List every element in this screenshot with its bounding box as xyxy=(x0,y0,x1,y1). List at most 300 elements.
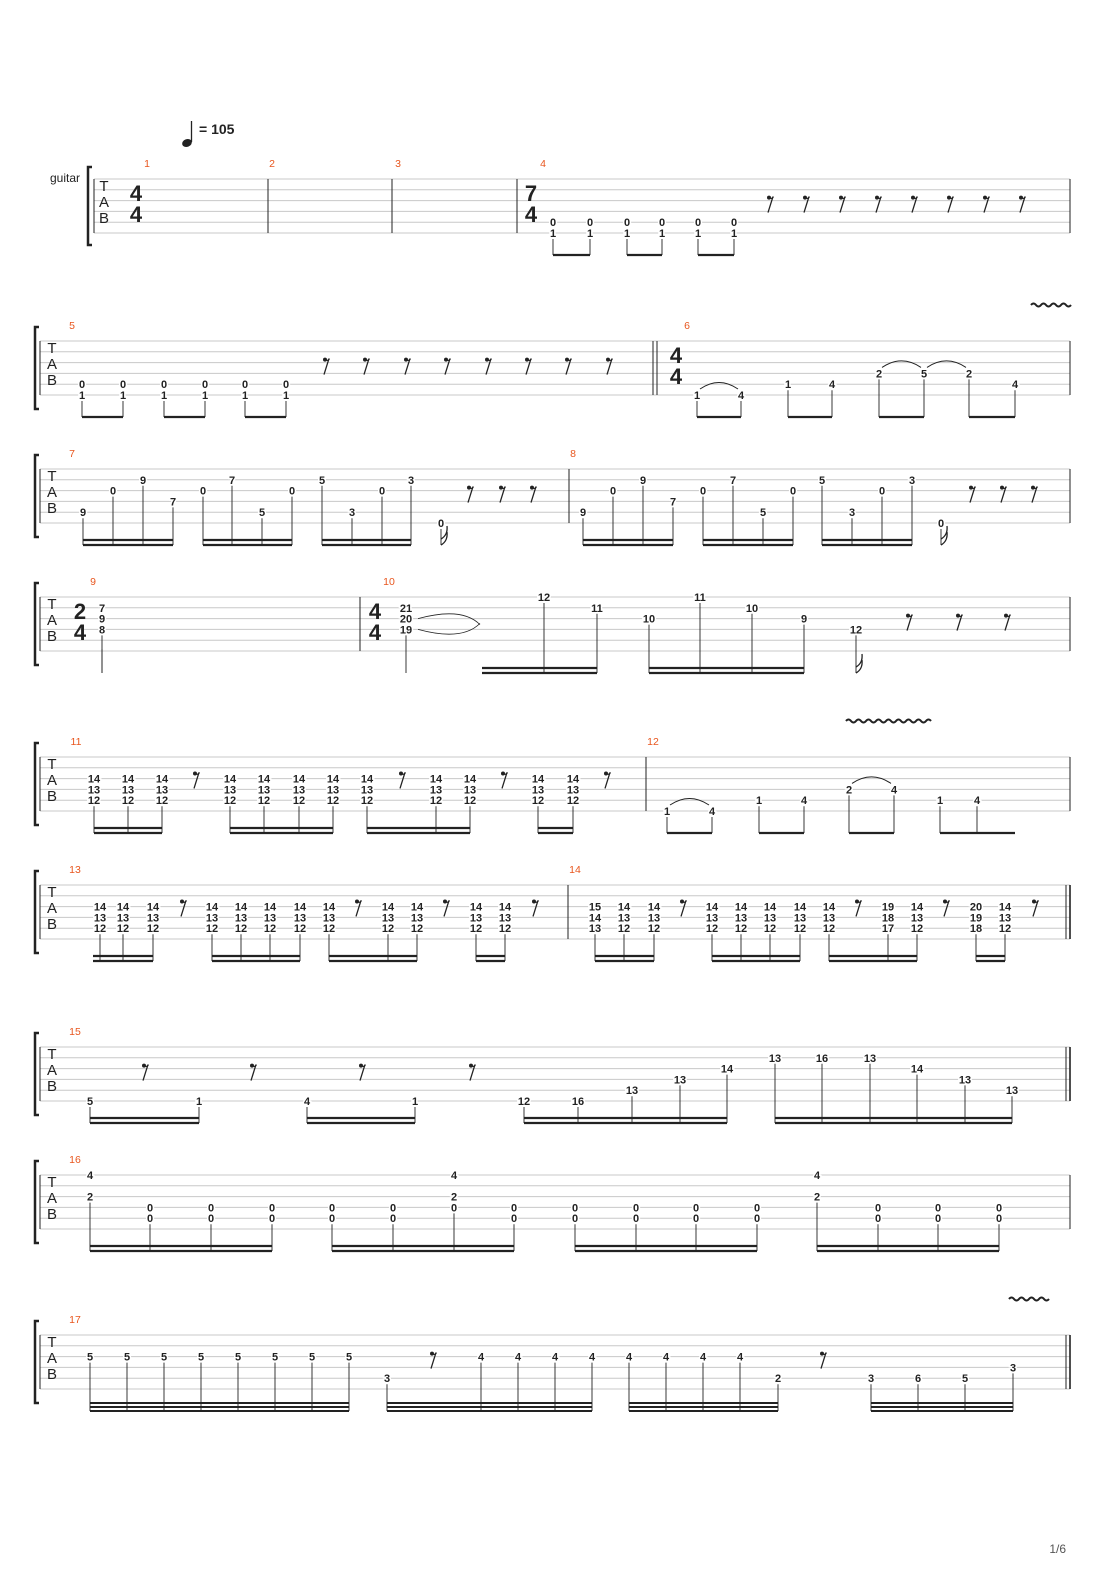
measure-13-fret: 14 xyxy=(205,901,219,914)
measure-13-fret: 14 xyxy=(263,901,277,914)
measure-14-fret: 13 xyxy=(705,912,719,925)
measure-16-fret: 0 xyxy=(146,1202,154,1215)
measure-9-fret: 7 xyxy=(98,602,106,615)
system-9-bracket xyxy=(35,1321,39,1403)
measure-16-fret: 0 xyxy=(207,1202,215,1215)
measure-7-fret: 7 xyxy=(169,496,177,509)
measure-14-fret: 12 xyxy=(734,923,748,936)
measure-13-fret: 12 xyxy=(293,923,307,936)
measure-4-fret: 0 xyxy=(623,217,631,230)
measure-11-fret: 14 xyxy=(87,773,101,786)
measure-7-number: 7 xyxy=(69,448,75,460)
measure-14-fret: 14 xyxy=(588,912,602,925)
measure-17-fret: 3 xyxy=(383,1373,391,1386)
measure-4-fret: 1 xyxy=(694,228,702,240)
measure-14-fret: 13 xyxy=(734,912,748,925)
measure-11-fret: 14 xyxy=(121,773,135,786)
measure-4-time-sig-top: 7 xyxy=(524,181,538,206)
measure-7-fret: 7 xyxy=(228,474,236,487)
measure-8-fret: 3 xyxy=(908,474,916,487)
measure-8-number: 8 xyxy=(570,448,576,460)
measure-11-fret: 12 xyxy=(155,795,169,808)
measure-5-fret: 0 xyxy=(201,379,209,392)
vibrato-marking xyxy=(846,720,931,723)
instrument-label: guitar xyxy=(50,171,81,185)
measure-6-tie xyxy=(700,383,738,390)
measure-13-fret: 12 xyxy=(469,923,483,936)
system-2-tab-letter: A xyxy=(46,356,58,373)
measure-11-number: 11 xyxy=(70,736,82,748)
measure-15-fret: 13 xyxy=(768,1052,782,1065)
system-3-tab-letter: B xyxy=(46,500,58,517)
system-2-tab-letter: B xyxy=(46,372,58,389)
measure-12-fret: 4 xyxy=(800,795,808,808)
measure-16-fret: 0 xyxy=(753,1202,761,1215)
measure-10-fret: 11 xyxy=(591,602,603,615)
measure-4-fret: 1 xyxy=(730,228,738,240)
measure-15-fret: 13 xyxy=(863,1052,877,1065)
measure-11-fret: 13 xyxy=(531,784,545,797)
measure-9-fret: 9 xyxy=(98,613,106,626)
measure-7-fret: 0 xyxy=(109,485,117,498)
measure-15-fret: 1 xyxy=(411,1096,419,1108)
measure-11-fret: 14 xyxy=(292,773,306,786)
measure-4-time-sig-bottom: 4 xyxy=(524,202,538,227)
measure-14-fret: 12 xyxy=(647,923,661,936)
measure-7-fret: 9 xyxy=(139,474,147,487)
measure-17-fret: 4 xyxy=(514,1351,522,1364)
measure-8-fret: 7 xyxy=(729,474,737,487)
measure-13-fret: 14 xyxy=(322,901,336,914)
measure-12-number: 12 xyxy=(647,736,659,748)
measure-14-fret: 13 xyxy=(763,912,777,925)
measure-8-fret: 0 xyxy=(789,485,797,498)
system-8-tab-letter: B xyxy=(46,1206,58,1223)
measure-14-fret: 14 xyxy=(998,901,1012,914)
system-5-bracket xyxy=(35,743,39,825)
measure-10-slide xyxy=(418,623,480,634)
measure-15-fret: 16 xyxy=(571,1096,585,1108)
measure-7-fret: 0 xyxy=(437,518,445,530)
measure-4-fret: 1 xyxy=(623,228,631,240)
measure-15-fret: 13 xyxy=(1005,1085,1019,1098)
measure-7-fret: 5 xyxy=(258,507,266,520)
measure-17-fret: 4 xyxy=(477,1351,485,1364)
measure-8-fret: 3 xyxy=(848,507,856,520)
measure-4-fret: 0 xyxy=(549,217,557,230)
measure-14-fret: 12 xyxy=(910,923,924,936)
measure-12-fret: 1 xyxy=(663,806,671,818)
measure-6-time-sig-bottom: 4 xyxy=(669,364,683,389)
measure-14-fret: 12 xyxy=(617,923,631,936)
system-8-tab-letter: T xyxy=(47,1174,57,1191)
measure-13-fret: 13 xyxy=(205,912,219,925)
measure-11-fret: 12 xyxy=(292,795,306,808)
measure-4-number: 4 xyxy=(540,158,546,170)
measure-16-fret: 0 xyxy=(632,1202,640,1215)
measure-15-fret: 1 xyxy=(195,1096,203,1108)
measure-12-fret: 1 xyxy=(755,795,763,808)
measure-4-fret: 0 xyxy=(730,217,738,230)
measure-16-fret: 4 xyxy=(86,1170,94,1182)
measure-13-fret: 14 xyxy=(93,901,107,914)
measure-6-tie xyxy=(882,361,921,368)
system-4-tab-letter: A xyxy=(46,612,58,629)
measure-13-fret: 14 xyxy=(469,901,483,914)
measure-15-fret: 16 xyxy=(815,1052,829,1065)
measure-4-fret: 0 xyxy=(658,217,666,230)
measure-16-fret: 0 xyxy=(934,1213,942,1226)
measure-8-fret: 0 xyxy=(609,485,617,498)
measure-14-fret: 19 xyxy=(881,901,895,914)
measure-16-fret: 0 xyxy=(268,1202,276,1215)
measure-16-fret: 0 xyxy=(268,1213,276,1226)
measure-15-fret: 13 xyxy=(673,1074,687,1087)
measure-14-fret: 19 xyxy=(969,912,983,925)
measure-14-fret: 13 xyxy=(793,912,807,925)
measure-5-fret: 1 xyxy=(78,390,86,402)
measure-13-fret: 12 xyxy=(381,923,395,936)
system-9-tab-letter: B xyxy=(46,1366,58,1383)
measure-6-fret: 4 xyxy=(828,379,836,392)
measure-11-fret: 13 xyxy=(429,784,443,797)
measure-5-fret: 1 xyxy=(160,390,168,402)
measure-5-fret: 0 xyxy=(282,379,290,392)
measure-12-fret: 4 xyxy=(708,806,716,818)
measure-13-fret: 13 xyxy=(322,912,336,925)
measure-14-fret: 18 xyxy=(969,923,983,936)
measure-16-number: 16 xyxy=(69,1154,81,1166)
measure-8-fret: 5 xyxy=(759,507,767,520)
measure-14-fret: 12 xyxy=(998,923,1012,936)
measure-11-fret: 12 xyxy=(87,795,101,808)
measure-6-fret: 2 xyxy=(965,368,973,381)
measure-15-fret: 5 xyxy=(86,1096,94,1108)
measure-6-number: 6 xyxy=(684,320,690,332)
system-1-tab-letter: T xyxy=(99,178,109,195)
measure-14-fret: 13 xyxy=(998,912,1012,925)
measure-5-fret: 0 xyxy=(119,379,127,392)
measure-10-fret: 12 xyxy=(537,592,551,604)
measure-10-fret: 19 xyxy=(399,624,413,637)
system-6-tab-letter: T xyxy=(47,884,57,901)
vibrato-marking xyxy=(1009,1298,1049,1301)
measure-16-fret: 0 xyxy=(450,1202,458,1215)
measure-14-fret: 13 xyxy=(617,912,631,925)
measure-5-fret: 0 xyxy=(160,379,168,392)
measure-13-fret: 13 xyxy=(234,912,248,925)
measure-11-fret: 13 xyxy=(292,784,306,797)
measure-5-fret: 0 xyxy=(241,379,249,392)
measure-14-number: 14 xyxy=(569,864,581,876)
measure-17-fret: 3 xyxy=(1009,1362,1017,1375)
system-7-tab-letter: T xyxy=(47,1046,57,1063)
measure-4-fret: 0 xyxy=(586,217,594,230)
measure-7-fret: 0 xyxy=(199,485,207,498)
measure-14-fret: 13 xyxy=(822,912,836,925)
measure-4-fret: 0 xyxy=(694,217,702,230)
measure-11-fret: 13 xyxy=(360,784,374,797)
system-6-tab-letter: B xyxy=(46,916,58,933)
measure-16-fret: 0 xyxy=(571,1213,579,1226)
measure-11-fret: 14 xyxy=(257,773,271,786)
measure-16-fret: 0 xyxy=(571,1202,579,1215)
measure-16-fret: 2 xyxy=(813,1191,821,1204)
measure-17-fret: 5 xyxy=(197,1351,205,1364)
measure-14-fret: 17 xyxy=(881,923,895,936)
measure-4-fret: 1 xyxy=(586,228,594,240)
measure-17-fret: 5 xyxy=(345,1351,353,1364)
measure-14-fret: 14 xyxy=(734,901,748,914)
measure-6-fret: 5 xyxy=(920,368,928,381)
measure-13-fret: 13 xyxy=(498,912,512,925)
measure-10-fret: 10 xyxy=(745,602,759,615)
measure-14-fret: 14 xyxy=(705,901,719,914)
measure-14-fret: 20 xyxy=(969,901,983,914)
system-1-bracket xyxy=(88,167,92,245)
measure-10-fret: 12 xyxy=(849,624,863,637)
vibrato-marking xyxy=(1031,304,1071,307)
measure-7-fret: 5 xyxy=(318,474,326,487)
system-2-bracket xyxy=(35,327,39,409)
measure-17-fret: 4 xyxy=(551,1351,559,1364)
measure-5-fret: 1 xyxy=(119,390,127,402)
measure-15-fret: 12 xyxy=(517,1096,531,1108)
system-1-tab-letter: A xyxy=(98,194,110,211)
measure-6-time-sig-top: 4 xyxy=(669,343,683,368)
measure-15-fret: 14 xyxy=(720,1063,734,1076)
measure-13-fret: 12 xyxy=(410,923,424,936)
measure-12-fret: 1 xyxy=(936,795,944,808)
measure-15-fret: 13 xyxy=(958,1074,972,1087)
system-4-tab-letter: T xyxy=(47,596,57,613)
measure-16-fret: 0 xyxy=(389,1213,397,1226)
measure-14-fret: 14 xyxy=(793,901,807,914)
measure-11-fret: 12 xyxy=(326,795,340,808)
measure-12-tie xyxy=(852,777,891,784)
measure-13-fret: 12 xyxy=(93,923,107,936)
measure-12-fret: 4 xyxy=(973,795,981,808)
system-7-tab-letter: A xyxy=(46,1062,58,1079)
measure-11-fret: 12 xyxy=(566,795,580,808)
measure-16-fret: 0 xyxy=(328,1202,336,1215)
measure-11-fret: 13 xyxy=(223,784,237,797)
tempo-marking: = 105 xyxy=(199,121,235,137)
measure-16-fret: 2 xyxy=(86,1191,94,1204)
measure-8-fret: 9 xyxy=(639,474,647,487)
measure-11-fret: 12 xyxy=(360,795,374,808)
page-number: 1/6 xyxy=(1049,1542,1066,1556)
measure-16-fret: 0 xyxy=(510,1202,518,1215)
measure-17-fret: 4 xyxy=(625,1351,633,1364)
measure-17-fret: 2 xyxy=(774,1373,782,1386)
measure-16-fret: 0 xyxy=(692,1213,700,1226)
measure-10-fret: 20 xyxy=(399,613,413,626)
measure-5-number: 5 xyxy=(69,320,75,332)
measure-16-fret: 0 xyxy=(995,1213,1003,1226)
measure-11-fret: 12 xyxy=(463,795,477,808)
system-5-tab-letter: B xyxy=(46,788,58,805)
measure-11-fret: 14 xyxy=(326,773,340,786)
measure-14-fret: 13 xyxy=(910,912,924,925)
system-8-bracket xyxy=(35,1161,39,1243)
measure-11-fret: 13 xyxy=(155,784,169,797)
measure-17-fret: 3 xyxy=(867,1373,875,1386)
measure-10-number: 10 xyxy=(383,576,395,588)
measure-13-fret: 13 xyxy=(381,912,395,925)
measure-16-fret: 4 xyxy=(450,1170,458,1182)
measure-13-fret: 13 xyxy=(93,912,107,925)
measure-17-fret: 4 xyxy=(588,1351,596,1364)
measure-3-number: 3 xyxy=(395,158,401,170)
measure-6-fret: 4 xyxy=(737,390,745,402)
measure-16-fret: 4 xyxy=(813,1170,821,1182)
measure-9-time-sig-bottom: 4 xyxy=(73,620,87,645)
system-4-bracket xyxy=(35,583,39,665)
measure-10-fret: 9 xyxy=(800,613,808,626)
measure-11-fret: 14 xyxy=(223,773,237,786)
measure-6-fret: 1 xyxy=(784,379,792,392)
measure-8-fret: 5 xyxy=(818,474,826,487)
measure-16-fret: 0 xyxy=(389,1202,397,1215)
measure-11-fret: 13 xyxy=(566,784,580,797)
measure-11-fret: 12 xyxy=(429,795,443,808)
measure-13-fret: 13 xyxy=(146,912,160,925)
measure-12-fret: 2 xyxy=(845,784,853,797)
measure-8-fret: 7 xyxy=(669,496,677,509)
measure-6-fret: 1 xyxy=(693,390,701,402)
measure-17-fret: 6 xyxy=(914,1373,922,1386)
measure-17-number: 17 xyxy=(69,1314,81,1326)
measure-13-fret: 14 xyxy=(293,901,307,914)
measure-7-fret: 3 xyxy=(407,474,415,487)
measure-9-number: 9 xyxy=(90,576,96,588)
measure-16-fret: 0 xyxy=(146,1213,154,1226)
measure-15-fret: 4 xyxy=(303,1096,311,1108)
measure-14-fret: 13 xyxy=(647,912,661,925)
measure-16-fret: 0 xyxy=(995,1202,1003,1215)
measure-16-fret: 0 xyxy=(874,1213,882,1226)
measure-13-fret: 12 xyxy=(234,923,248,936)
measure-13-fret: 12 xyxy=(322,923,336,936)
measure-10-fret: 21 xyxy=(399,602,413,615)
measure-17-fret: 5 xyxy=(123,1351,131,1364)
measure-14-fret: 13 xyxy=(588,923,602,936)
system-3-tab-letter: T xyxy=(47,468,57,485)
system-6-bracket xyxy=(35,871,39,953)
measure-13-fret: 14 xyxy=(234,901,248,914)
measure-7-fret: 0 xyxy=(288,485,296,498)
measure-13-fret: 14 xyxy=(381,901,395,914)
measure-15-fret: 14 xyxy=(910,1063,924,1076)
measure-8-fret: 0 xyxy=(878,485,886,498)
measure-5-fret: 1 xyxy=(241,390,249,402)
measure-4-fret: 1 xyxy=(549,228,557,240)
measure-11-fret: 12 xyxy=(531,795,545,808)
measure-14-fret: 14 xyxy=(647,901,661,914)
measure-16-fret: 0 xyxy=(934,1202,942,1215)
measure-6-fret: 2 xyxy=(875,368,883,381)
measure-13-fret: 13 xyxy=(469,912,483,925)
measure-14-fret: 14 xyxy=(617,901,631,914)
measure-8-fret: 9 xyxy=(579,507,587,520)
measure-14-fret: 12 xyxy=(793,923,807,936)
measure-11-fret: 13 xyxy=(326,784,340,797)
measure-14-fret: 14 xyxy=(822,901,836,914)
measure-15-number: 15 xyxy=(69,1026,81,1038)
measure-13-fret: 12 xyxy=(146,923,160,936)
system-8-tab-letter: A xyxy=(46,1190,58,1207)
measure-11-fret: 12 xyxy=(257,795,271,808)
measure-8-fret: 0 xyxy=(937,518,945,530)
measure-10-slide xyxy=(418,614,480,625)
measure-11-fret: 13 xyxy=(87,784,101,797)
measure-6-tie xyxy=(927,361,966,368)
system-9-tab-letter: T xyxy=(47,1334,57,1351)
measure-10-time-sig-bottom: 4 xyxy=(368,620,382,645)
measure-9-fret: 8 xyxy=(98,624,106,637)
measure-17-fret: 4 xyxy=(736,1351,744,1364)
measure-5-fret: 1 xyxy=(201,390,209,402)
measure-17-fret: 4 xyxy=(662,1351,670,1364)
measure-11-fret: 14 xyxy=(566,773,580,786)
measure-17-fret: 5 xyxy=(234,1351,242,1364)
measure-2-number: 2 xyxy=(269,158,275,170)
measure-13-fret: 13 xyxy=(116,912,130,925)
measure-7-fret: 3 xyxy=(348,507,356,520)
measure-6-fret: 4 xyxy=(1011,379,1019,392)
measure-13-fret: 13 xyxy=(263,912,277,925)
measure-16-fret: 2 xyxy=(450,1191,458,1204)
measure-14-fret: 12 xyxy=(763,923,777,936)
measure-14-fret: 18 xyxy=(881,912,895,925)
measure-17-fret: 5 xyxy=(86,1351,94,1364)
measure-13-fret: 14 xyxy=(116,901,130,914)
measure-14-fret: 14 xyxy=(763,901,777,914)
measure-12-tie xyxy=(670,799,709,806)
measure-13-fret: 12 xyxy=(205,923,219,936)
measure-5-fret: 1 xyxy=(282,390,290,402)
measure-16-fret: 0 xyxy=(692,1202,700,1215)
system-5-tab-letter: T xyxy=(47,756,57,773)
measure-11-fret: 12 xyxy=(121,795,135,808)
measure-16-fret: 0 xyxy=(328,1213,336,1226)
measure-13-fret: 12 xyxy=(498,923,512,936)
system-4-tab-letter: B xyxy=(46,628,58,645)
system-6-tab-letter: A xyxy=(46,900,58,917)
measure-16-fret: 0 xyxy=(632,1213,640,1226)
measure-16-fret: 0 xyxy=(510,1213,518,1226)
measure-15-fret: 13 xyxy=(625,1085,639,1098)
measure-13-fret: 14 xyxy=(146,901,160,914)
system-5-tab-letter: A xyxy=(46,772,58,789)
measure-13-fret: 13 xyxy=(293,912,307,925)
measure-16-fret: 0 xyxy=(207,1213,215,1226)
measure-14-fret: 12 xyxy=(822,923,836,936)
measure-13-fret: 12 xyxy=(116,923,130,936)
measure-11-fret: 13 xyxy=(257,784,271,797)
measure-17-fret: 5 xyxy=(271,1351,279,1364)
system-7-bracket xyxy=(35,1033,39,1115)
measure-14-fret: 14 xyxy=(910,901,924,914)
measure-17-fret: 5 xyxy=(961,1373,969,1386)
measure-9-time-sig-top: 2 xyxy=(73,599,87,624)
measure-11-fret: 13 xyxy=(463,784,477,797)
measure-11-fret: 14 xyxy=(155,773,169,786)
measure-13-fret: 12 xyxy=(263,923,277,936)
measure-13-number: 13 xyxy=(69,864,81,876)
measure-13-fret: 13 xyxy=(410,912,424,925)
